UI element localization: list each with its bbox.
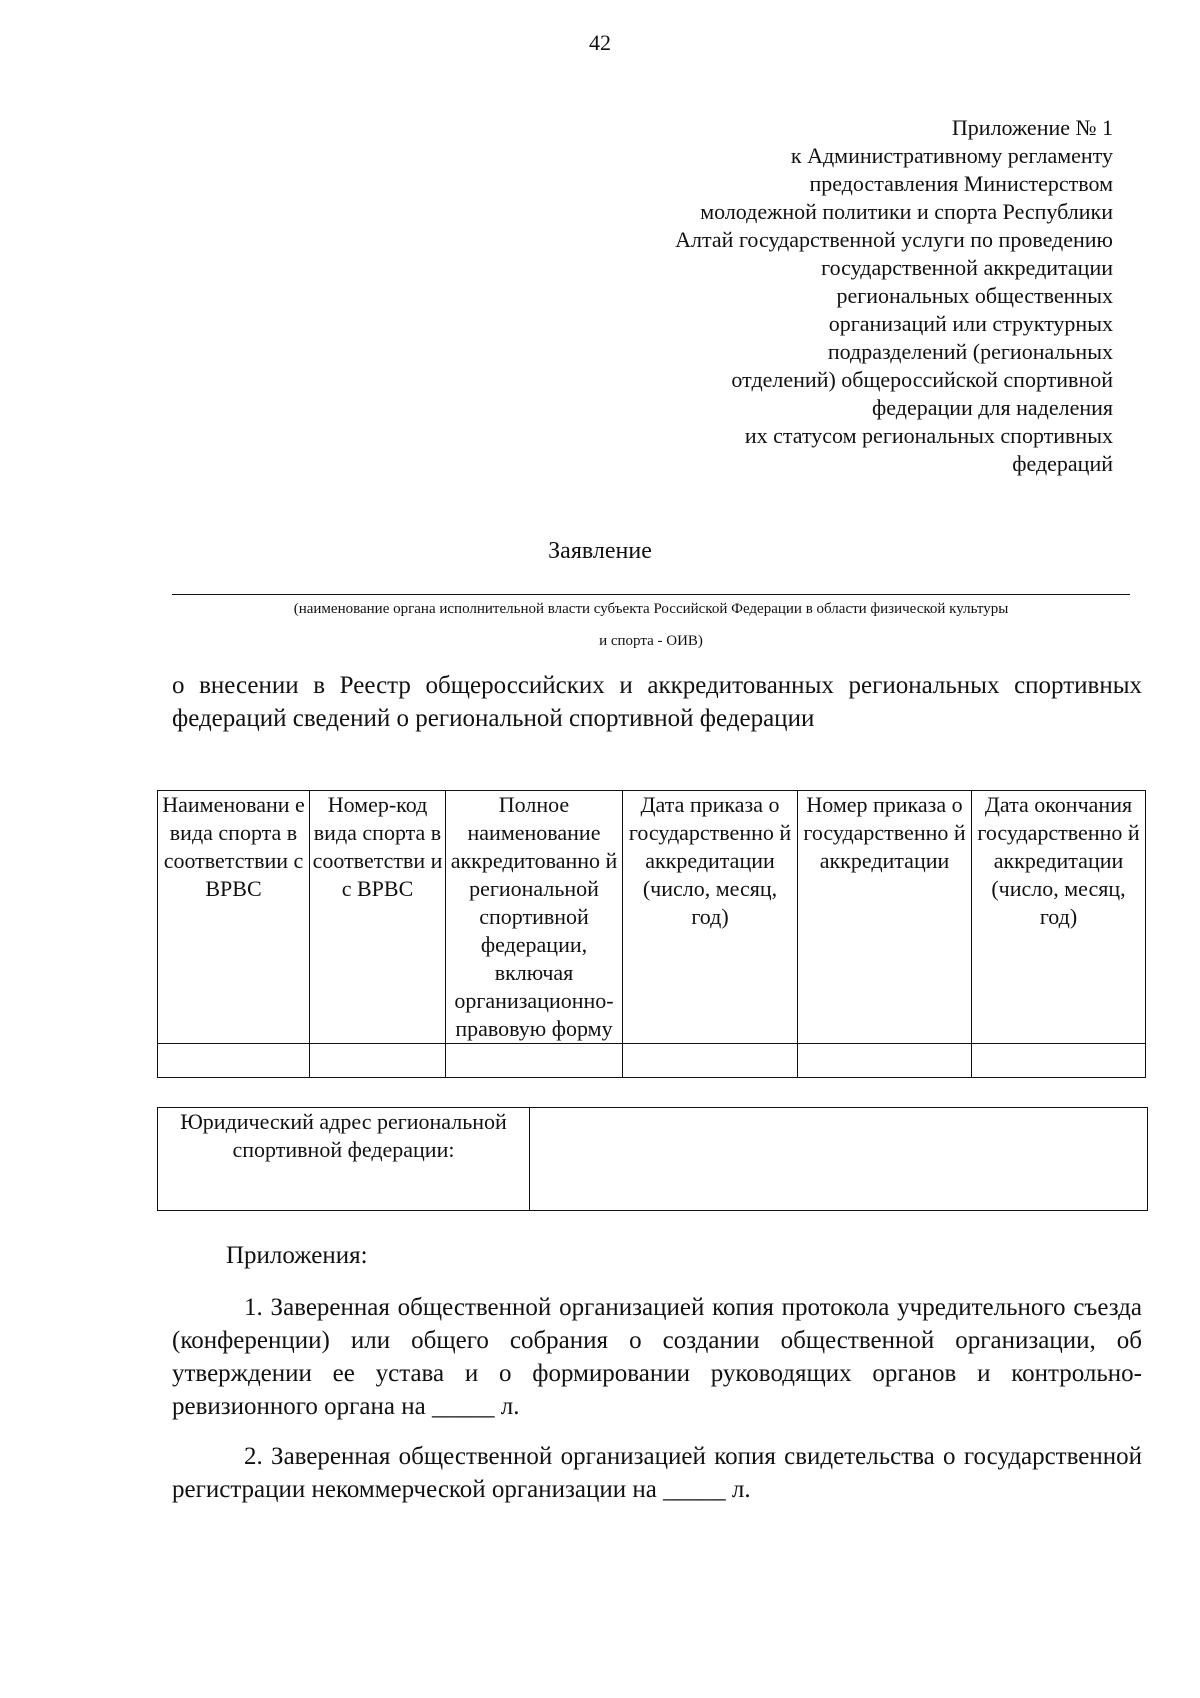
- registry-data-cell[interactable]: [446, 1044, 623, 1078]
- appendix-header-line: Алтай государственной услуги по проведению: [675, 227, 1113, 252]
- document-subject: о внесении в Реестр общероссийских и аккредитованных региональных спортивных федераций сведений о региональной спортивной федерации: [172, 672, 1142, 732]
- registry-header-cell: Номер-код вида спорта в соответстви и с ВРВС: [310, 791, 446, 1044]
- registry-table: [157, 790, 1146, 1078]
- attachment-item: 2. Заверенная общественной организацией копия свидетельства о государственной регистрации некоммерческой организации на _____ л.: [172, 1443, 1142, 1503]
- appendix-header-line: подразделений (региональных: [827, 339, 1113, 364]
- registry-data-cell[interactable]: [310, 1044, 446, 1078]
- registry-header-cell: Полное наименование аккредитованно й региональной спортивной федерации, включая организационно-правовую форму: [446, 791, 623, 1044]
- attachment-item: 1. Заверенная общественной организацией копия протокола учредительного съезда (конференции) или общего собрания о создании общественной организации, об утверждении ее устава и о формировании руководящих органов и контрольно-ревизионного органа на _____ л.: [172, 1294, 1142, 1420]
- registry-table-header-row: [158, 791, 1146, 1044]
- appendix-header-line: их статусом региональных спортивных: [744, 423, 1113, 448]
- registry-data-cell[interactable]: [972, 1044, 1146, 1078]
- authority-caption-line1: (наименование органа исполнительной власти субъекта Российской Федерации в области физической культуры: [293, 601, 1009, 617]
- legal-address-label: Юридический адрес региональной спортивной федерации:: [158, 1108, 530, 1211]
- registry-header-cell: Наименовани е вида спорта в соответствии с ВРВС: [158, 791, 310, 1044]
- registry-header-cell: Дата приказа о государственно й аккредитации (число, месяц, год): [623, 791, 798, 1044]
- appendix-header-line: федераций: [1012, 451, 1113, 476]
- appendix-header-line: Приложение № 1: [951, 115, 1113, 140]
- registry-header-cell: Номер приказа о государственно й аккредитации: [798, 791, 972, 1044]
- appendix-header-line: отделений) общероссийской спортивной: [731, 367, 1113, 392]
- attachments-title: Приложения:: [226, 1242, 368, 1269]
- appendix-header: [513, 114, 1113, 478]
- document-title: Заявление: [548, 538, 652, 564]
- appendix-header-line: предоставления Министерством: [809, 171, 1113, 196]
- registry-data-cell[interactable]: [623, 1044, 798, 1078]
- appendix-header-line: молодежной политики и спорта Республики: [700, 199, 1113, 224]
- appendix-header-line: организаций или структурных: [828, 311, 1113, 336]
- legal-address-value[interactable]: [530, 1108, 1148, 1211]
- appendix-header-line: государственной аккредитации: [821, 255, 1113, 280]
- address-table: [157, 1107, 1148, 1211]
- table-row: [158, 1108, 1148, 1211]
- registry-data-cell[interactable]: [798, 1044, 972, 1078]
- registry-data-cell[interactable]: [158, 1044, 310, 1078]
- appendix-header-line: к Административному регламенту: [790, 143, 1113, 168]
- appendix-header-line: федерации для наделения: [872, 395, 1113, 420]
- appendix-header-line: региональных общественных: [836, 283, 1113, 308]
- authority-name-fill-line: [172, 594, 1130, 595]
- table-row: [158, 1044, 1146, 1078]
- authority-caption-line2: и спорта - ОИВ): [599, 633, 703, 649]
- registry-header-cell: Дата окончания государственно й аккредитации (число, месяц, год): [972, 791, 1146, 1044]
- page-number: 42: [589, 30, 611, 55]
